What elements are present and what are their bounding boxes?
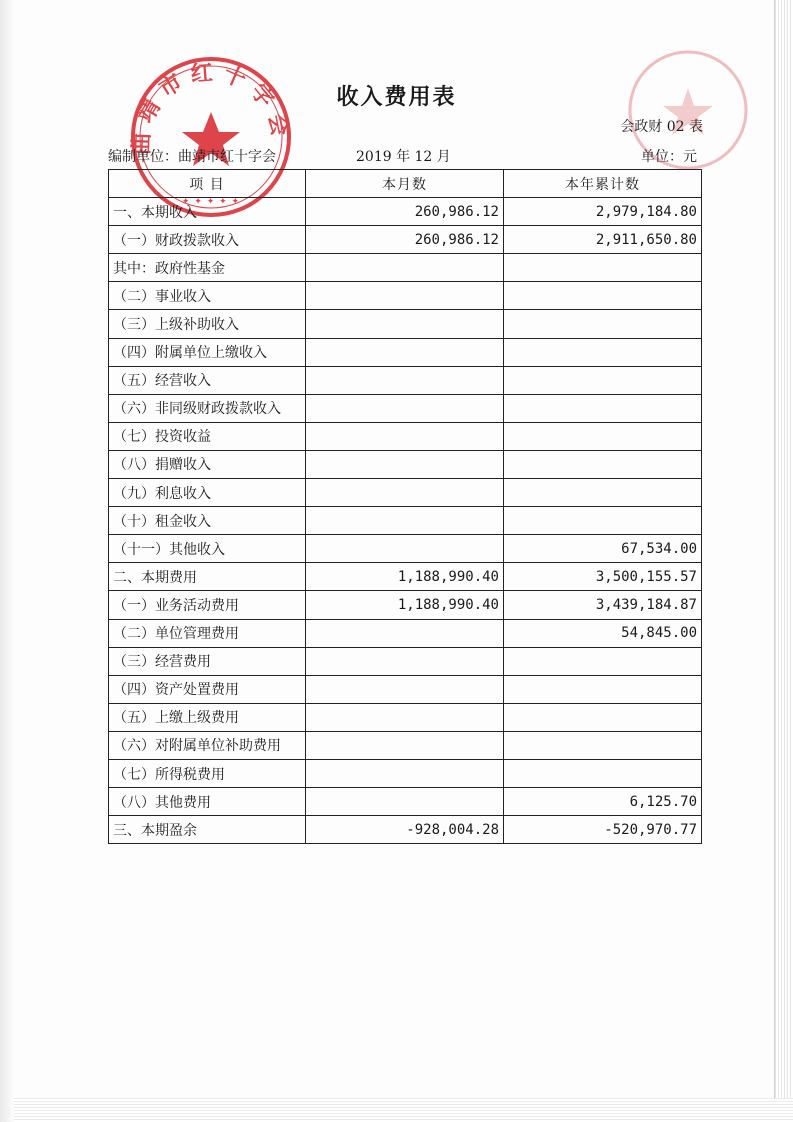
table-row: [109, 282, 702, 310]
row-month-value: [306, 338, 504, 366]
row-ytd-value: [504, 759, 702, 787]
row-month-value: [306, 619, 504, 647]
row-month-value: -928,004.28: [306, 816, 504, 844]
row-item-label: （五）上缴上级费用: [109, 703, 306, 731]
row-item-label: （二）单位管理费用: [109, 619, 306, 647]
row-item-label: （七）投资收益: [109, 422, 306, 450]
row-ytd-value: 6,125.70: [504, 788, 702, 816]
table-row: [109, 535, 702, 563]
table-row: [109, 816, 702, 844]
row-month-value: [306, 675, 504, 703]
row-month-value: [306, 254, 504, 282]
row-item-label: （二）事业收入: [109, 282, 306, 310]
table-row: [109, 591, 702, 619]
reporting-unit: 编制单位：曲靖市红十字会: [108, 149, 276, 165]
row-month-value: [306, 535, 504, 563]
row-ytd-value: [504, 507, 702, 535]
row-item-label: （四）附属单位上缴收入: [109, 338, 306, 366]
row-month-value: [306, 731, 504, 759]
table-row: [109, 366, 702, 394]
table-row: [109, 647, 702, 675]
row-ytd-value: 3,500,155.57: [504, 563, 702, 591]
row-ytd-value: 2,911,650.80: [504, 226, 702, 254]
svg-text:✦ ✦ ✦ ✦ ✦: ✦ ✦ ✦ ✦ ✦: [181, 197, 241, 207]
table-row: [109, 450, 702, 478]
row-ytd-value: 67,534.00: [504, 535, 702, 563]
row-ytd-value: [504, 675, 702, 703]
row-ytd-value: 3,439,184.87: [504, 591, 702, 619]
table-row: [109, 788, 702, 816]
column-header-month: 本月数: [306, 170, 504, 198]
row-ytd-value: [504, 338, 702, 366]
row-ytd-value: [504, 254, 702, 282]
table-row: [109, 254, 702, 282]
row-item-label: （七）所得税费用: [109, 759, 306, 787]
row-ytd-value: 54,845.00: [504, 619, 702, 647]
row-item-label: （三）经营费用: [109, 647, 306, 675]
row-month-value: [306, 366, 504, 394]
table-row: [109, 759, 702, 787]
row-ytd-value: [504, 479, 702, 507]
row-item-label: （八）捐赠收入: [109, 450, 306, 478]
table-row: [109, 675, 702, 703]
report-period: 2019 年 12 月: [356, 149, 451, 165]
row-item-label: （三）上级补助收入: [109, 310, 306, 338]
table-row: [109, 198, 702, 226]
row-month-value: [306, 647, 504, 675]
stacked-pages-right: [775, 0, 793, 1100]
currency-unit: 单位：元: [641, 149, 697, 165]
row-ytd-value: [504, 647, 702, 675]
row-item-label: （六）非同级财政拨款收入: [109, 394, 306, 422]
row-month-value: 260,986.12: [306, 226, 504, 254]
stacked-pages-bottom: [14, 1098, 793, 1122]
row-item-label: （八）其他费用: [109, 788, 306, 816]
row-ytd-value: [504, 310, 702, 338]
row-item-label: （九）利息收入: [109, 479, 306, 507]
row-item-label: （一）业务活动费用: [109, 591, 306, 619]
row-month-value: [306, 422, 504, 450]
table-row: [109, 422, 702, 450]
row-month-value: [306, 759, 504, 787]
report-title: 收入费用表: [336, 84, 457, 110]
row-month-value: [306, 282, 504, 310]
form-number: 会政财 02 表: [620, 119, 703, 135]
table-row: [109, 703, 702, 731]
table-row: [109, 731, 702, 759]
row-item-label: （一）财政拨款收入: [109, 226, 306, 254]
row-ytd-value: [504, 422, 702, 450]
row-ytd-value: [504, 366, 702, 394]
row-ytd-value: [504, 703, 702, 731]
row-item-label: 二、本期费用: [109, 563, 306, 591]
table-row: [109, 619, 702, 647]
row-month-value: [306, 394, 504, 422]
row-month-value: 1,188,990.40: [306, 563, 504, 591]
income-expense-table: [108, 169, 702, 844]
row-month-value: 260,986.12: [306, 198, 504, 226]
table-header-row: [109, 170, 702, 198]
row-month-value: [306, 450, 504, 478]
table-row: [109, 563, 702, 591]
row-item-label: 三、本期盈余: [109, 816, 306, 844]
row-item-label: 其中：政府性基金: [109, 254, 306, 282]
row-item-label: （五）经营收入: [109, 366, 306, 394]
row-ytd-value: [504, 282, 702, 310]
row-item-label: （十）租金收入: [109, 507, 306, 535]
row-month-value: [306, 788, 504, 816]
table-row: [109, 479, 702, 507]
row-ytd-value: [504, 450, 702, 478]
row-item-label: 一、本期收入: [109, 198, 306, 226]
row-month-value: [306, 703, 504, 731]
row-item-label: （六）对附属单位补助费用: [109, 731, 306, 759]
column-header-ytd: 本年累计数: [504, 170, 702, 198]
row-ytd-value: [504, 731, 702, 759]
table-row: [109, 338, 702, 366]
table-row: [109, 310, 702, 338]
row-month-value: [306, 507, 504, 535]
row-month-value: [306, 310, 504, 338]
row-ytd-value: -520,970.77: [504, 816, 702, 844]
row-month-value: 1,188,990.40: [306, 591, 504, 619]
column-header-item: 项 目: [109, 170, 306, 198]
row-item-label: （十一）其他收入: [109, 535, 306, 563]
row-ytd-value: [504, 394, 702, 422]
row-item-label: （四）资产处置费用: [109, 675, 306, 703]
row-ytd-value: 2,979,184.80: [504, 198, 702, 226]
table-row: [109, 394, 702, 422]
svg-text:曲靖市红十字会: 曲靖市红十字会: [128, 59, 294, 156]
table-row: [109, 507, 702, 535]
row-month-value: [306, 479, 504, 507]
table-row: [109, 226, 702, 254]
